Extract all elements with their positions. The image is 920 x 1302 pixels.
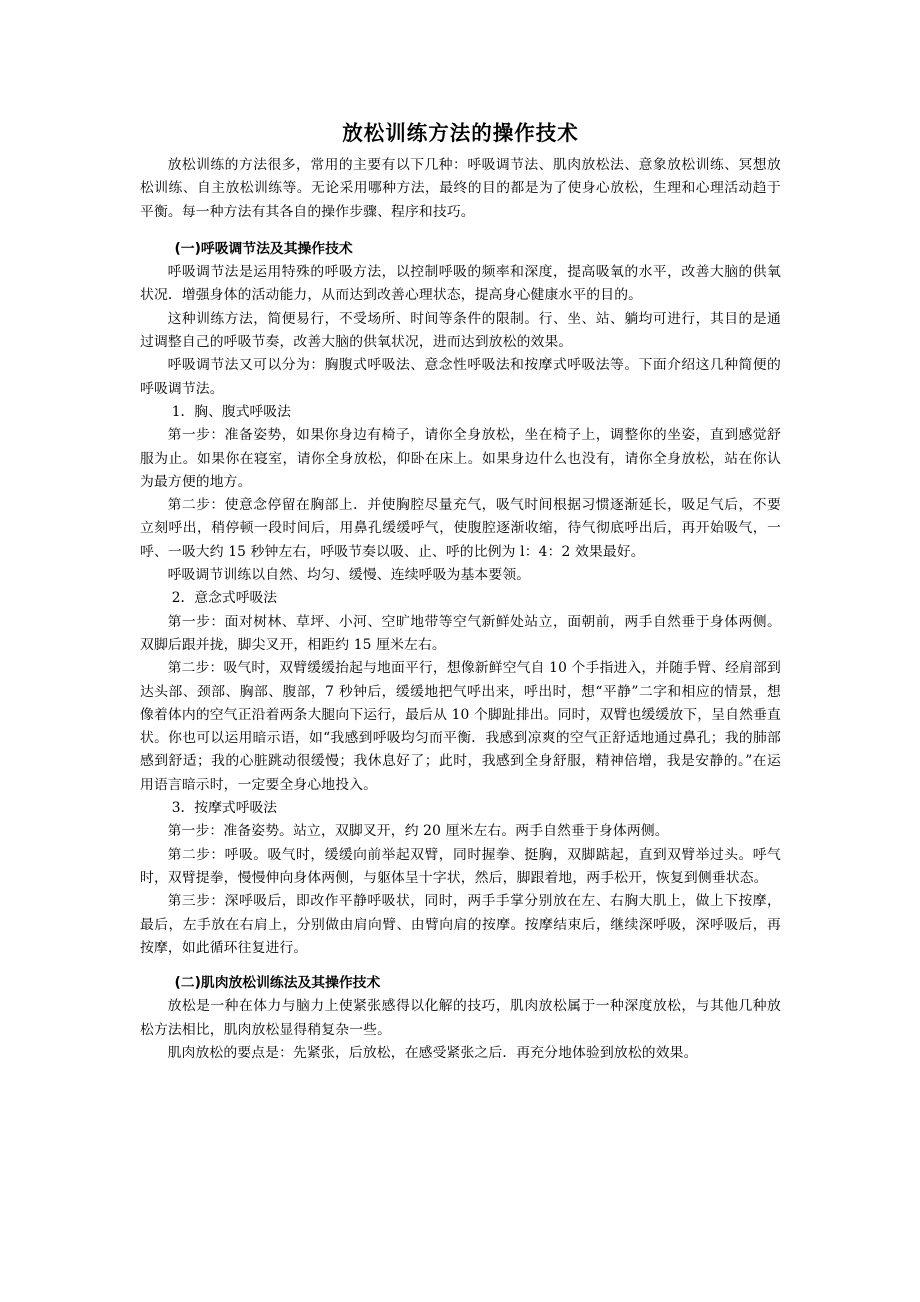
method1-title: 1．胸、腹式呼吸法 [171, 403, 291, 420]
method3-step2: 第二步：呼吸。吸气时，缓缓向前举起双臂，同时握拳、挺胸，双脚踮起，直到双臂举过头。呼气时，双臂提拳，慢慢伸向身体两侧，与躯体呈十字状，然后，脚跟着地，两手松开，恢复到侧垂状态。 [140, 846, 781, 886]
document-title: 放松训练方法的操作技术 [342, 121, 579, 145]
method3-step3: 第三步：深呼吸后，即改作平静呼吸状，同时，两手手掌分别放在左、右胸大肌上，做上下按摩，最后，左手放在右肩上，分别做由肩向臂、由臂向肩的按摩。按摩结束后，继续深呼吸，深呼吸后，再按摩，如此循环往复进行。 [140, 893, 781, 956]
method1-step1: 第一步：准备姿势，如果你身边有椅子，请你全身放松，坐在椅子上，调整你的坐姿，直到感觉舒服为止。如果你在寝室，请你全身放松，仰卧在床上。如果身边什么也没有，请你全身放松，站在你认为最方便的地方。 [140, 427, 781, 490]
method2-title: 2．意念式呼吸法 [171, 590, 278, 607]
section2-paragraph-1: 放松是一种在体力与脑力上使紧张感得以化解的技巧，肌肉放松属于一种深度放松，与其他几种放松方法相比，肌肉放松显得稍复杂一些。 [140, 998, 781, 1038]
method3-step1: 第一步：准备姿势。站立，双脚叉开，约 20 厘米左右。两手自然垂于身体两侧。 [167, 823, 669, 840]
method1-step2: 第二步：使意念停留在胸部上．并使胸腔尽量充气，吸气时间根据习惯逐渐延长，吸足气后，不要立刻呼出，稍停顿一段时间后，用鼻孔缓缓呼气，使腹腔逐渐收缩，待气彻底呼出后，再开始吸气，一呼、一吸大约 15 秒钟左右，呼吸节奏以吸、止、呼的比例为 l：4：2 效果最好。 [140, 497, 781, 560]
section1-paragraph-2: 这种训练方法，简便易行，不受场所、时间等条件的限制。行、坐、站、躺均可进行，其目的是通过调整自己的呼吸节奏，改善大脑的供氧状况，进而达到放松的效果。 [140, 310, 781, 351]
method2-step2: 第二步：吸气时，双臂缓缓抬起与地面平行，想像新鲜空气自 10 个手指进入，并随手臂、经肩部到达头部、颈部、胸部、腹部，7 秒钟后，缓缓地把气呼出来，呼出时，想“平静”二字和相应的情景，想像着体内的空气正沿着两条大腿向下运行，最后从 10 个脚趾排出。同时，双臂也缓缓放下，呈自然垂直状。你也可以运用暗示语，如“我感到呼吸均匀而平衡．我感到凉爽的空气正舒适地通过鼻孔；我的肺部感到舒适；我的心脏跳动很缓慢；我休息好了；此时，我感到全身舒服，精神倍增，我是安静的。”在运用语言暗示时，一定要全身心地投入。 [140, 660, 781, 793]
section2-paragraph-2: 肌肉放松的要点是：先紧张，后放松，在感受紧张之后．再充分地体验到放松的效果。 [167, 1044, 698, 1061]
section1-heading: (一)呼吸调节法及其操作技术 [174, 240, 353, 257]
method2-step1: 第一步：面对树林、草坪、小河、空旷地带等空气新鲜处站立，面朝前，两手自然垂于身体两侧。双脚后跟并拢，脚尖叉开，相距约 15 厘米左右。 [140, 613, 781, 653]
method3-title: 3．按摩式呼吸法 [171, 800, 278, 817]
document-page [140, 112, 781, 1065]
section2-heading: (二)肌肉放松训练法及其操作技术 [174, 975, 381, 992]
section1-paragraph-1: 呼吸调节法是运用特殊的呼吸方法，以控制呼吸的频率和深度，提高吸氧的水平，改善大脑的供氧状况．增强身体的活动能力，从而达到改善心理状态，提高身心健康水平的目的。 [140, 264, 781, 304]
section1-paragraph-3: 呼吸调节法又可以分为：胸腹式呼吸法、意念性呼吸法和按摩式呼吸法等。下面介绍这几种简便的呼吸调节法。 [140, 357, 781, 397]
method1-summary: 呼吸调节训练以自然、均匀、缓慢、连续呼吸为基本要领。 [167, 567, 531, 584]
intro-paragraph: 放松训练的方法很多，常用的主要有以下几种：呼吸调节法、肌肉放松法、意象放松训练、冥想放松训练、自主放松训练等。无论采用哪种方法，最终的目的都是为了使身心放松，生理和心理活动趋于平衡。每一种方法有其各自的操作步骤、程序和技巧。 [140, 157, 781, 220]
